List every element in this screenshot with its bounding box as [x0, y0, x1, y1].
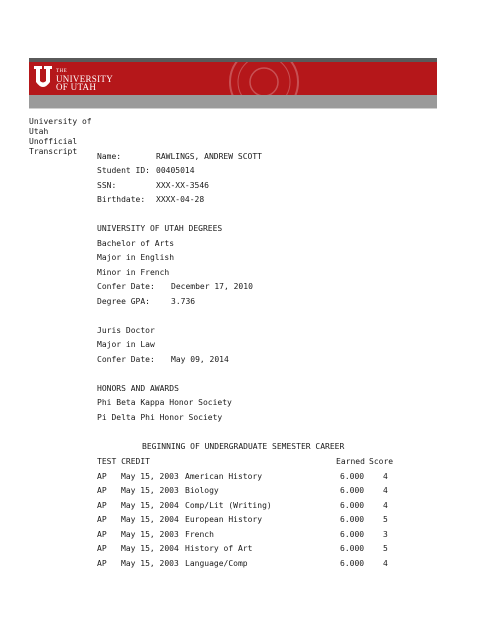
sidebar-title-line4: Transcript [29, 147, 78, 156]
row-earned: 6.000 [340, 544, 365, 553]
jd-degree-title: Juris Doctor [97, 326, 155, 335]
banner-divider [29, 108, 437, 109]
ba-minor: Minor in French [97, 268, 170, 277]
row-type: AP [97, 544, 107, 553]
ba-confer-value: December 17, 2010 [171, 282, 253, 291]
row-earned: 6.000 [340, 530, 365, 539]
score-header: Score [369, 457, 394, 466]
row-score: 5 [383, 544, 388, 553]
jd-major: Major in Law [97, 340, 155, 349]
row-course: American History [185, 472, 263, 481]
row-type: AP [97, 559, 107, 568]
row-score: 3 [383, 530, 388, 539]
row-date: May 15, 2003 [121, 472, 179, 481]
jd-confer-label: Confer Date: [97, 355, 155, 364]
sidebar-title-line3: Unofficial [29, 137, 78, 146]
student-id-value: 00405014 [156, 166, 195, 175]
ba-gpa-value: 3.736 [171, 297, 196, 306]
ba-confer-label: Confer Date: [97, 282, 155, 291]
row-score: 5 [383, 515, 388, 524]
row-course: French [185, 530, 214, 539]
university-wordmark: THE UNIVERSITY OF UTAH [56, 69, 113, 92]
row-earned: 6.000 [340, 559, 365, 568]
ba-major: Major in English [97, 253, 175, 262]
name-label: Name: [97, 152, 122, 161]
birthdate-value: XXXX-04-28 [156, 195, 205, 204]
honor-item: Pi Delta Phi Honor Society [97, 413, 223, 422]
row-date: May 15, 2003 [121, 559, 179, 568]
row-date: May 15, 2004 [121, 544, 179, 553]
row-earned: 6.000 [340, 472, 365, 481]
jd-confer-value: May 09, 2014 [171, 355, 229, 364]
row-type: AP [97, 530, 107, 539]
student-id-label: Student ID: [97, 166, 150, 175]
honor-item: Phi Beta Kappa Honor Society [97, 398, 232, 407]
row-date: May 15, 2004 [121, 515, 179, 524]
honors-heading: HONORS AND AWARDS [97, 384, 179, 393]
row-earned: 6.000 [340, 501, 365, 510]
row-course: History of Art [185, 544, 253, 553]
row-date: May 15, 2003 [121, 530, 179, 539]
earned-header: Earned [336, 457, 365, 466]
row-type: AP [97, 486, 107, 495]
row-course: Biology [185, 486, 219, 495]
row-type: AP [97, 501, 107, 510]
row-earned: 6.000 [340, 515, 365, 524]
seal-watermark-icon [204, 62, 324, 95]
row-course: Comp/Lit (Writing) [185, 501, 272, 510]
row-earned: 6.000 [340, 486, 365, 495]
row-score: 4 [383, 501, 388, 510]
row-type: AP [97, 515, 107, 524]
university-banner [29, 62, 437, 95]
test-credit-header: TEST CREDIT [97, 457, 150, 466]
banner-bottom-strip [29, 95, 437, 108]
row-score: 4 [383, 486, 388, 495]
row-type: AP [97, 472, 107, 481]
ssn-value: XXX-XX-3546 [156, 181, 209, 190]
ba-gpa-label: Degree GPA: [97, 297, 150, 306]
ssn-label: SSN: [97, 181, 117, 190]
row-course: European History [185, 515, 263, 524]
row-course: Language/Comp [185, 559, 248, 568]
degrees-heading: UNIVERSITY OF UTAH DEGREES [97, 224, 223, 233]
sidebar-title-line2: Utah [29, 127, 49, 136]
row-score: 4 [383, 559, 388, 568]
row-score: 4 [383, 472, 388, 481]
row-date: May 15, 2004 [121, 501, 179, 510]
career-heading: BEGINNING OF UNDERGRADUATE SEMESTER CAREER [142, 442, 345, 451]
sidebar-title-line1: University of [29, 117, 92, 126]
row-date: May 15, 2003 [121, 486, 179, 495]
university-block-u-logo-icon [34, 66, 52, 90]
name-value: RAWLINGS, ANDREW SCOTT [156, 152, 262, 161]
birthdate-label: Birthdate: [97, 195, 146, 204]
ba-degree-title: Bachelor of Arts [97, 239, 175, 248]
